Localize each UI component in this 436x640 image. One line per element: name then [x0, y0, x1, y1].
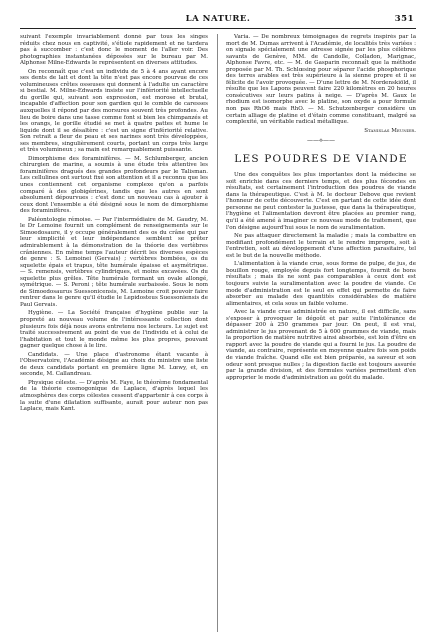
right-column-body [226, 172, 416, 381]
right-column [226, 34, 416, 632]
paragraph: On reconnaît que c'est un individu de 5 à 4 ans ayant encore ses dents de lait et dont la tête n'est pas encore pourvue de ces volumineuses crêtes osseuses qui donnent à l'adulte un caractère si bestial. M. Milne-Edwards insiste sur l'infériorité intellectuelle du gorille qui, suivant son expression, est morose et brutal, incapable d'affection pour son gardien qui le comble de caresses auxquelles il répond par des morsures souvent très profondes. Au lieu de boire dans une tasse comme font si bien les chimpanzés et les orangs, le gorille étudié se met à quatre pattes et hume le liquide dont il se désaltère : c'est un signe d'infériorité relative. Son retrait a fleur de peau et ses narines sont très développées, ses membres, singulièrement courts, portant un corps très large et très volumineux ; sa main est remarquablement puissante. [20, 68, 208, 154]
paragraph: Varia. — De nombreux témoignages de regrets inspirés par la mort de M. Dumas arrivent à l'Académie, de localités très variées : on signale spécialement une adresse signée par les plus célèbres savants de Genève, MM. de Candolle, Colladon, Marignac, Alphonse Favre, etc. — M. de Gasparin reconnaît que la méthode proposée par M. Th. Schlœsing pour séparer l'acide phosphorique des terres arables est très supérieure à la sienne propre et il se félicite de l'avoir provoquée. — D'une lettre de M. Nordenskiöld, il résulte que les Lapons peuvent faire 220 kilomètres en 20 heures consécutives sur leurs patins à neige. — D'après M. Gaux le rhodium est isomorphe avec le platine, son oxyde a pour formule non pas RhO6 mais RhO. — M. Schutzenberger considère un certain alliage de platine et d'étain comme constituant, malgré sa complexité, un véritable radical métallique. [226, 34, 416, 126]
paragraph: Dimorphisme des foraminifères. — M. Schlumberger, ancien chirurgien de marine, a soumis à une étude très attentive les foraminifères dragués des grandes profondeurs par le Talisman. Les cellulines ont surtout fixé son attention et il a reconnu que les unes contiennent cet organisme complexe qu'on a parfois comparé à des globigérines, tandis que les autres en sont absolument dépourvues : c'est donc un nouveau cas à ajouter à ceux dont l'ensemble a été désigné sous le nom de dimorphisme des foraminifères. [20, 155, 208, 215]
column-divider [217, 34, 218, 632]
paragraph: L'alimentation à la viande crue, sous forme de pulpe, de jus, de bouillon rouge, employée depuis fort longtemps, fournit de bons résultats ; mais ils ne sont pas comparables à ceux dont est toujours suivie la suralimentation avec la poudre de viande. Ce mode d'administration est le seul en effet qui permette de faire absorber au malade des quantités considérables de matière alimentaires, et cela sous un faible volume. [226, 261, 416, 307]
author-signature: Stanislas Meunier. [364, 127, 416, 134]
paragraph: Avec la viande crue administrée en nature, il est difficile, sans s'exposer à provoquer le dégoût et par suite l'intolérance de dépasser 200 à 250 grammes par jour. On peut, il est vrai, administrer le jus provenant de 5 à 600 grammes de viande, mais la proportion de matière nutritive ainsi absorbée, est loin d'être en rapport avec la poudre de viande qui a fourni le jus. La poudre de viande, au contraire, représente en moyenne quatre fois son poids de viande fraîche. Quand elle est bien préparée, sa saveur et son odeur sont presque nulles ; la digestion facile est toujours assurée par la grande division, et des formules variées permettent d'en approprier le mode d'administration au goût du malade. [226, 309, 416, 381]
paragraph: suivant l'exemple invariablement donné par tous les singes réduits chez nous en captivité, s'étiole rapidement et ne tardera pas à succomber : c'est donc le moment de l'aller voir. Des photographies instantanées déposées sur le bureau par M. Alphonse Milne-Edwards le représentent en diverses attitudes. [20, 34, 208, 67]
left-column [20, 34, 208, 632]
header-rule [20, 28, 416, 29]
paragraph: Une des conquêtes les plus importantes dont la médecine se soit enrichie dans ces derniers temps, et des plus fécondes en résultats, est certainement l'introduction des poudres de viande dans la thérapeutique. C'est à M. le docteur Debove que revient l'honneur de cette découverte. C'est en partant de cette idée dont personne ne peut contester la justesse, que dans la thérapeutique, l'hygiène et l'alimentation devront être placées au premier rang, qu'il a été amené à imaginer ce nouveau mode de traitement, que l'on désigne aujourd'hui sous le nom de suralimentation. [226, 172, 416, 231]
right-column-top [226, 34, 416, 126]
paragraph: Candidats. — Une place d'astronome étant vacante à l'Observatoire, l'Académie désigne au choix du ministre une liste de deux candidats portant en première ligne M. Lœwy, et, en seconde, M. Callandreau. [20, 351, 208, 378]
paragraph: Paléontologie rémoise. — Par l'intermédiaire de M. Gaudry, M. le Dr Lemoine fournit un complément de renseignements sur le Simoedosaure, il y occupe généralement des os du crâne qui par leur simplicité et leur indépendance semblent se prêter admirablement à la démonstration de la théorie des vertèbres crâniennes. En même temps l'auteur décrit les diverses espèces de genre : S. Lemoinei (Gervais) ; vertèbres bombées, os du squelette épais et trapus, tête humérale épaisse et asymétrique. — S. remensis, vertèbres cylindriques, et moins excavées. Os du squelette plus grêles. Tête humérale formant un ovale allongé, symétrique. — S. Peroni ; tête humérale surbaissée. Sous le nom de Simoedosaurus Suessonicensis, M. Lemoine croit pouvoir faire rentrer dans le genre qu'il étudie le Lepidosteus Suessoniensis de Paul Gervais. [20, 216, 208, 308]
paragraph: Physique céleste. — D'après M. Faye, le théorème fondamental de la théorie cosmogonique de Laplace, d'après lequel les atmosphères des corps célestes cessent d'appartenir à ces corps à la suite d'une dilatation suffisante, aurait pour auteur non pas Laplace, mais Kant. [20, 379, 208, 413]
page-header [20, 14, 416, 28]
section-title: LES POUDRES DE VIANDE [234, 153, 408, 166]
page-number: 351 [394, 14, 414, 24]
journal-title: LA NATURE. [185, 14, 251, 24]
paragraph: Ne pas attaquer directement la maladie ; mais la combattre en modifiant profondément le terrain et le rendre impropre, soit à l'entretien, soit au développement d'une affection parasitaire, tel est le but de la nouvelle méthode. [226, 233, 416, 259]
paragraph: Hygiène. — La Société française d'hygiène publie sur la propreté au nouveau volume de l'intéressante collection dont plusieurs fois déjà nous avons entretenu nos lecteurs. Le sujet est traité successivement au point de vue de l'individu et à celui de l'habitation et tout le monde même les plus propres, pouvant gagner quelque chose à le lire. [20, 310, 208, 350]
section-separator: ——⟡—— [307, 137, 335, 145]
